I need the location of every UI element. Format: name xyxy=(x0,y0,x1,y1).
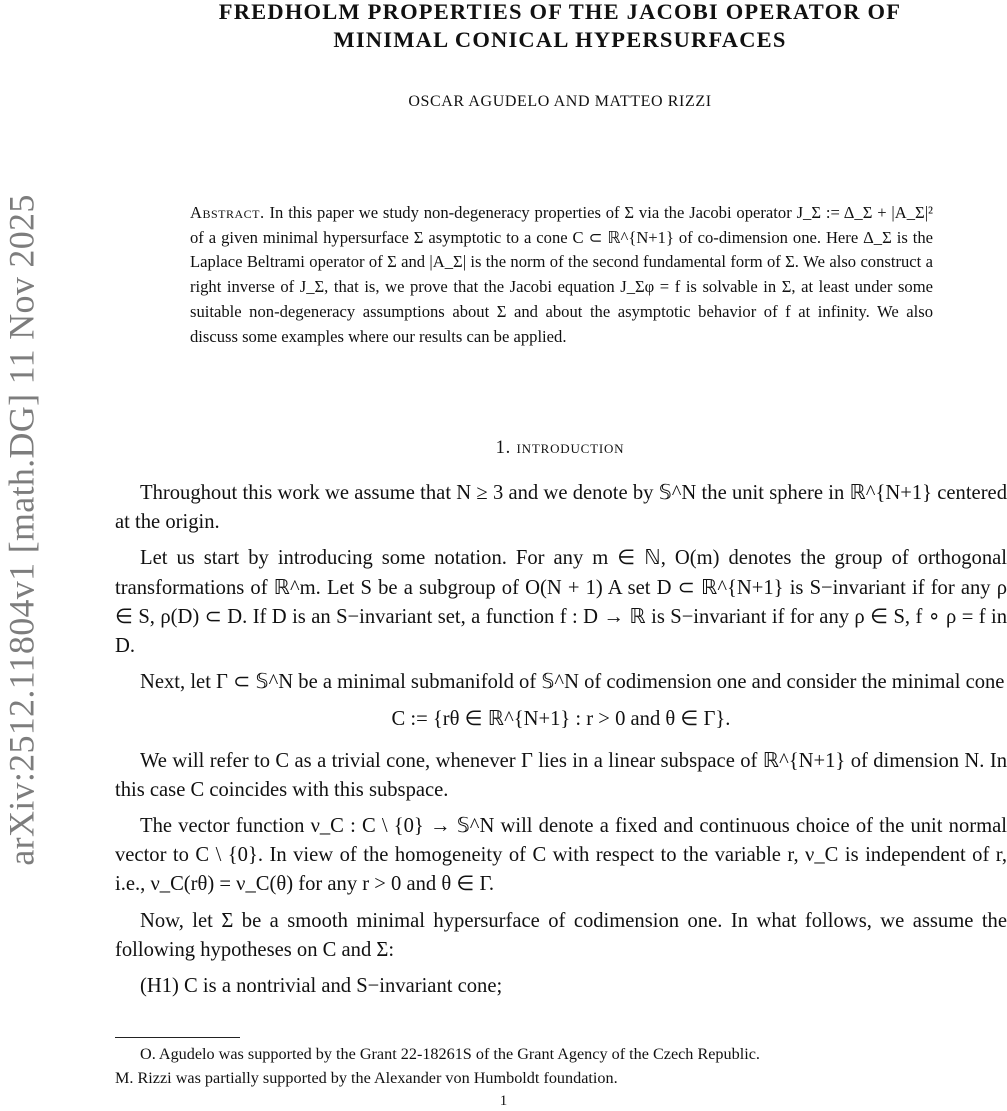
section-title-text: introduction xyxy=(516,438,625,458)
arxiv-identifier: arXiv:2512.11804v1 [math.DG] 11 Nov 2025 xyxy=(2,194,42,866)
paragraph-4: We will refer to C as a trivial cone, whenever Γ lies in a linear subspace of ℝ^{N+1} of dimension N. In this case C coincides with this subspace. xyxy=(115,749,1007,801)
paragraph-2: Let us start by introducing some notation. For any m ∈ ℕ, O(m) denotes the group of orthogonal transformations of ℝ^m. Let S be a subgroup of O(N + 1) A set D ⊂ ℝ^{N+1} is S−invariant if for any ρ ∈ S, ρ(D) ⊂ D. If D is an S−invariant set, a function f : D → ℝ is S−invariant if for any ρ ∈ S, f ∘ ρ = f in D. xyxy=(115,547,1007,658)
paper-title xyxy=(120,0,1000,54)
paragraph-1: Throughout this work we assume that N ≥ 3 and we denote by 𝕊^N the unit sphere in ℝ^{N+1} centered at the origin. xyxy=(115,482,1007,534)
title-line-2: MINIMAL CONICAL HYPERSURFACES xyxy=(333,27,787,52)
body-text xyxy=(115,479,1007,1008)
display-equation-cone: C := {rθ ∈ ℝ^{N+1} : r > 0 and θ ∈ Γ}. xyxy=(391,708,731,731)
paragraph-5: The vector function ν_C : C \ {0} → 𝕊^N will denote a fixed and continuous choice of the unit normal vector to C \ {0}. In view of the homogeneity of C with respect to the variable r, ν_C is independent of r, i.e., ν_C(rθ) = ν_C(θ) for any r > 0 and θ ∈ Γ. xyxy=(115,815,1007,896)
hypothesis-h1-label: (H1) xyxy=(140,975,179,998)
paragraph-6: Now, let Σ be a smooth minimal hypersurface of codimension one. In what follows, we assume the following hypotheses on C and Σ: xyxy=(115,909,1007,961)
abstract-label: Abstract. xyxy=(190,203,265,222)
footnote-rule xyxy=(115,1037,240,1038)
page-number: 1 xyxy=(499,1093,508,1109)
hypothesis-h1-text: C is a nontrivial and S−invariant cone; xyxy=(184,975,503,998)
section-number: 1. xyxy=(495,438,512,458)
authors: OSCAR AGUDELO AND MATTEO RIZZI xyxy=(408,93,712,110)
hypothesis-h1 xyxy=(115,972,1007,1001)
footnote-agudelo: O. Agudelo was supported by the Grant 22-18261S of the Grant Agency of the Czech Republic. xyxy=(140,1045,760,1063)
footnotes xyxy=(115,1043,1007,1090)
section-heading xyxy=(120,438,1000,459)
abstract-text: In this paper we study non-degeneracy properties of Σ via the Jacobi operator J_Σ := Δ_Σ + |A_Σ|² of a given minimal hypersurface Σ asymptotic to a cone C ⊂ ℝ^{N+1} of co-dimension one. Here Δ_Σ is the Laplace Beltrami operator of Σ and |A_Σ| is the norm of the second fundamental form of Σ. We also construct a right inverse of J_Σ, that is, we prove that the Jacobi equation J_Σφ = f is solvable in Σ, at least under some suitable non-degeneracy assumptions about Σ and about the asymptotic behavior of f at infinity. We also discuss some examples where our results can be applied. xyxy=(190,203,933,346)
abstract xyxy=(190,201,933,349)
title-line-1: FREDHOLM PROPERTIES OF THE JACOBI OPERATOR OF xyxy=(218,0,902,24)
footnote-rizzi: M. Rizzi was partially supported by the Alexander von Humboldt foundation. xyxy=(115,1068,618,1087)
paragraph-3: Next, let Γ ⊂ 𝕊^N be a minimal submanifold of 𝕊^N of codimension one and consider the minimal cone xyxy=(140,671,1005,694)
arxiv-sidebar-stamp xyxy=(0,160,44,900)
